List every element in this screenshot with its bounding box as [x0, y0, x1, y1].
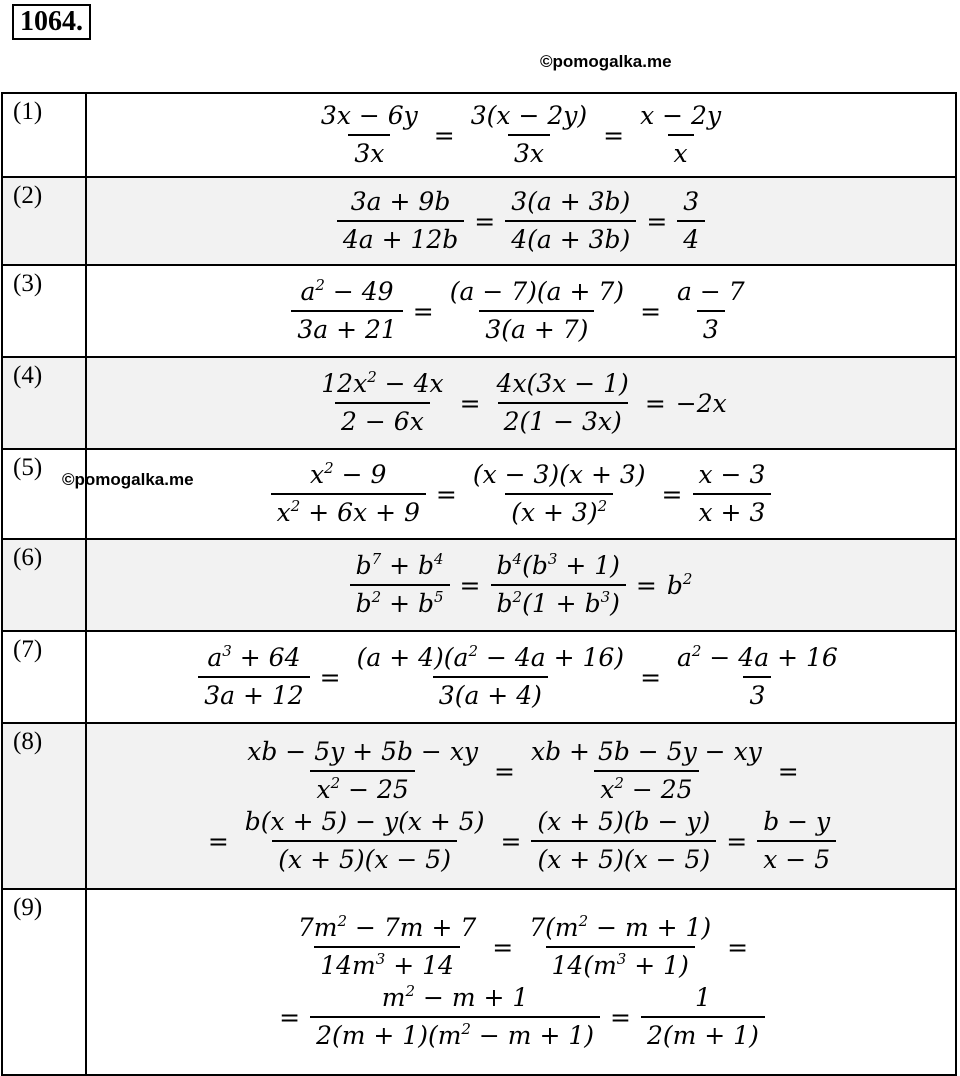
equals-sign: = — [279, 1002, 301, 1032]
equation-line — [87, 737, 955, 805]
equals-sign: = — [661, 479, 683, 509]
table-row — [2, 93, 956, 177]
denominator: 3a + 12 — [198, 676, 309, 711]
numerator: 1 — [694, 983, 711, 1012]
fraction — [198, 643, 309, 711]
numerator: $b^7 + b^4$ — [355, 550, 444, 580]
fraction — [523, 913, 717, 981]
fraction — [239, 807, 491, 875]
equals-sign: = — [777, 756, 799, 786]
fraction — [315, 369, 449, 437]
fraction — [491, 551, 626, 619]
denominator: x − 5 — [757, 840, 836, 875]
equation-cell — [86, 357, 956, 449]
equals-sign: = — [492, 932, 514, 962]
denominator: (x + 5)(x − 5) — [272, 840, 457, 875]
numerator: b − y — [763, 807, 831, 836]
equation-line — [87, 187, 955, 255]
equation-cell — [86, 631, 956, 723]
numerator: 4x(3x − 1) — [496, 369, 629, 398]
table-row — [2, 723, 956, 889]
fraction — [641, 983, 765, 1051]
numerator: (x − 3)(x + 3) — [472, 460, 646, 489]
denominator: 3x — [508, 134, 550, 169]
fraction — [634, 101, 727, 169]
equation-cell — [86, 93, 956, 177]
equals-sign: = — [494, 756, 515, 786]
equals-sign: = — [646, 206, 668, 236]
numerator: $7m^2 - 7m + 7$ — [297, 912, 477, 942]
fraction — [465, 101, 593, 169]
fraction — [693, 460, 772, 528]
denominator: $(x + 3)^2$ — [505, 493, 613, 528]
table-row — [2, 177, 956, 265]
numerator: $a^2 - 4a + 16$ — [677, 642, 838, 672]
numerator: b(x + 5) − y(x + 5) — [244, 807, 485, 836]
equation-cell — [86, 265, 956, 357]
watermark-secondary: ©pomogalka.me — [62, 470, 194, 489]
denominator: 4 — [677, 220, 705, 255]
table-row — [2, 265, 956, 357]
denominator: $14m^3 + 14$ — [314, 946, 460, 981]
fraction — [671, 643, 844, 711]
equals-sign: = — [435, 479, 457, 509]
equation-line — [87, 983, 955, 1051]
denominator: $x^2 - 25$ — [594, 770, 698, 805]
denominator: 3 — [697, 310, 725, 345]
denominator: 4(a + 3b) — [505, 220, 636, 255]
fraction — [467, 460, 652, 528]
table-row — [2, 889, 956, 1075]
numerator: $a^2 - 49$ — [300, 276, 394, 306]
watermark: ©pomogalka.me — [540, 52, 672, 71]
equals-sign: = — [459, 388, 481, 418]
numerator: $7(m^2 - m + 1)$ — [529, 912, 712, 942]
fraction — [671, 277, 751, 345]
numerator: x − 3 — [698, 460, 766, 489]
denominator: $2(m + 1)(m^2 - m + 1)$ — [310, 1016, 600, 1051]
denominator: 2(m + 1) — [641, 1016, 765, 1051]
numerator: $(a + 4)(a^2 - 4a + 16)$ — [356, 642, 625, 672]
denominator: 2(1 − 3x) — [498, 402, 628, 437]
equation-cell — [86, 723, 956, 889]
fraction — [291, 277, 402, 345]
equals-sign: = — [433, 120, 455, 150]
denominator: 3(a + 4) — [433, 676, 548, 711]
numerator: 3a + 9b — [350, 187, 451, 216]
fraction — [677, 187, 705, 255]
equals-sign: = — [474, 206, 496, 236]
equation-cell — [86, 539, 956, 631]
equals-sign: = — [500, 826, 522, 856]
equals-sign: = — [644, 388, 666, 418]
numerator: a − 7 — [677, 277, 745, 306]
equals-sign: = — [610, 1002, 631, 1032]
denominator: 3 — [743, 676, 771, 711]
equals-sign: = — [603, 120, 625, 150]
equals-sign: = — [635, 570, 657, 600]
denominator: 3a + 21 — [291, 310, 402, 345]
result-expression: $b^2$ — [666, 569, 693, 600]
equation-line — [87, 913, 955, 981]
fraction — [757, 807, 836, 875]
denominator: $b^2 + b^5$ — [350, 584, 450, 619]
equals-sign: = — [459, 570, 481, 600]
result-expression: −2x — [675, 388, 727, 418]
equals-sign: = — [319, 662, 341, 692]
numerator: xb + 5b − 5y − xy — [531, 737, 762, 766]
task-number: 1064. — [12, 4, 91, 40]
equation-line — [87, 369, 955, 437]
numerator: (a − 7)(a + 7) — [449, 277, 625, 306]
denominator: 4a + 12b — [337, 220, 464, 255]
table-row — [2, 357, 956, 449]
denominator: x — [668, 134, 694, 169]
numerator: $x^2 - 9$ — [310, 459, 387, 489]
equation-cell — [86, 889, 956, 1075]
numerator: $b^4(b^3 + 1)$ — [496, 550, 620, 580]
equation-cell — [86, 449, 956, 539]
equals-sign: = — [207, 826, 229, 856]
table-row — [2, 449, 956, 539]
numerator: $a^3 + 64$ — [207, 642, 301, 672]
fraction — [337, 187, 464, 255]
numerator: xb − 5y + 5b − xy — [247, 737, 479, 766]
row-label: (2) — [2, 177, 86, 265]
row-label: (6) — [2, 539, 86, 631]
solution-table — [1, 92, 957, 1076]
numerator: x − 2y — [640, 101, 722, 130]
denominator: $x^2 + 6x + 9$ — [271, 493, 426, 528]
equals-sign: = — [412, 296, 434, 326]
denominator: $b^2(1 + b^3)$ — [491, 584, 626, 619]
denominator: 3x — [348, 134, 390, 169]
equals-sign: = — [640, 296, 662, 326]
numerator: $m^2 - m + 1$ — [381, 982, 529, 1012]
fraction — [350, 551, 450, 619]
denominator: $x^2 - 25$ — [310, 770, 414, 805]
equals-sign: = — [726, 826, 748, 856]
equation-line — [87, 807, 955, 875]
denominator: x + 3 — [693, 493, 772, 528]
row-label: (3) — [2, 265, 86, 357]
equals-sign: = — [640, 662, 662, 692]
equation-line — [87, 277, 955, 345]
fraction — [444, 277, 630, 345]
denominator: 3(a + 7) — [479, 310, 594, 345]
fraction — [491, 369, 635, 437]
equation-line — [87, 643, 955, 711]
row-label: (8) — [2, 723, 86, 889]
fraction — [310, 983, 600, 1051]
equation-line — [87, 551, 955, 619]
equation-cell — [86, 177, 956, 265]
fraction — [315, 101, 424, 169]
numerator: 3(x − 2y) — [470, 101, 588, 130]
numerator: 3 — [683, 187, 700, 216]
fraction — [525, 737, 768, 805]
fraction — [292, 913, 482, 981]
equation-line — [87, 460, 955, 528]
numerator: (x + 5)(b − y) — [537, 807, 711, 836]
fraction — [351, 643, 630, 711]
denominator: (x + 5)(x − 5) — [531, 840, 716, 875]
denominator: $14(m^3 + 1)$ — [546, 946, 695, 981]
row-label: (4) — [2, 357, 86, 449]
numerator: 3(a + 3b) — [511, 187, 631, 216]
denominator: 2 − 6x — [335, 402, 430, 437]
row-label: (5) — [2, 449, 86, 539]
fraction — [531, 807, 716, 875]
table-row — [2, 631, 956, 723]
fraction — [241, 737, 484, 805]
row-label: (7) — [2, 631, 86, 723]
fraction — [271, 460, 426, 528]
row-label: (1) — [2, 93, 86, 177]
equation-line — [87, 101, 955, 169]
row-label: (9) — [2, 889, 86, 1075]
equals-sign: = — [727, 932, 749, 962]
numerator: 3x − 6y — [320, 101, 418, 130]
numerator: $12x^2 - 4x$ — [321, 368, 444, 398]
fraction — [505, 187, 636, 255]
table-row — [2, 539, 956, 631]
